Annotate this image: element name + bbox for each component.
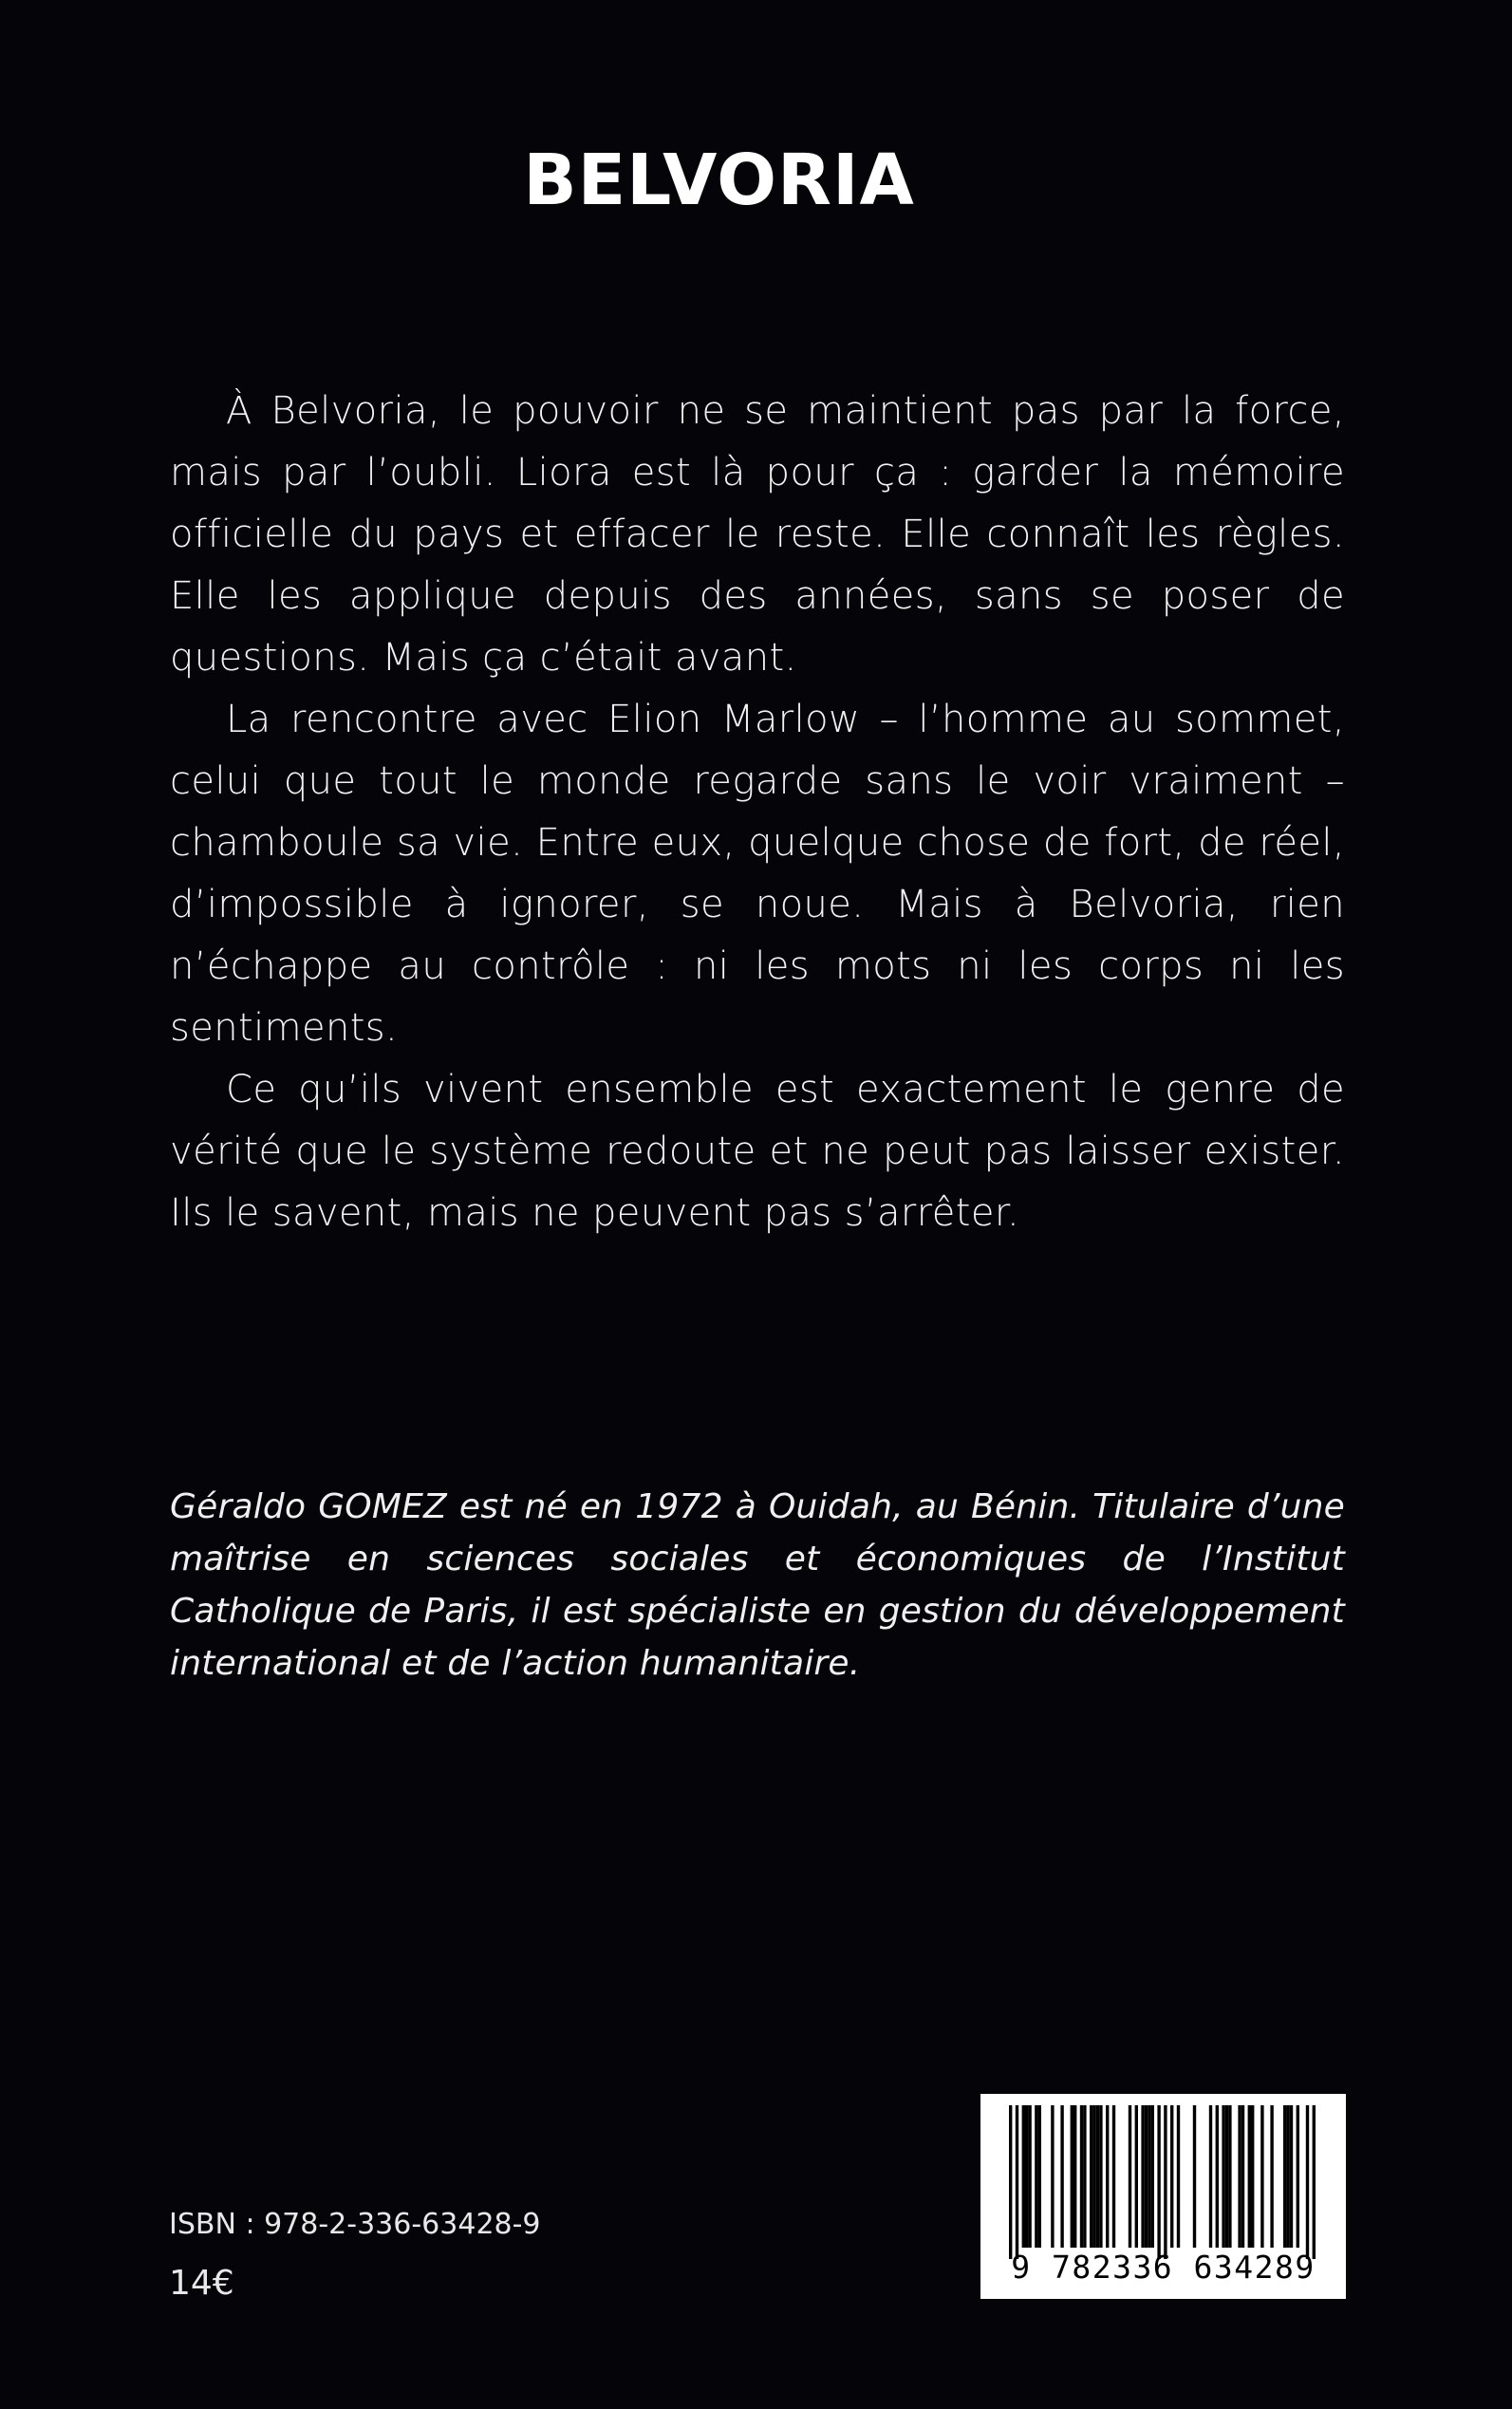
synopsis (170, 381, 1345, 1244)
barcode-bar (1164, 2105, 1167, 2259)
barcode-bar (1251, 2105, 1254, 2248)
author-name: Géraldo GOMEZ (170, 1487, 447, 1526)
barcode-bar (1141, 2105, 1144, 2248)
barcode-bar (1025, 2105, 1028, 2248)
barcode-bar (1092, 2105, 1095, 2248)
barcode-bar (1071, 2105, 1073, 2248)
barcode-bar (1248, 2105, 1251, 2248)
barcode (980, 2094, 1346, 2299)
barcode-bar (1073, 2105, 1076, 2248)
synopsis-paragraph-1: À Belvoria, le pouvoir ne se maintient pas par la force, mais par l’oubli. Liora est là pour ça : garder la mémoire officielle du pays et effacer le reste. Elle connaît les règles. Elle les applique depuis des années, sans se poser de questions. Mais ça c’était avant. (170, 389, 1345, 680)
barcode-bar (1060, 2105, 1063, 2248)
barcode-bar (1313, 2105, 1316, 2259)
barcode-bar (1209, 2105, 1212, 2248)
synopsis-paragraph-3: Ce qu’ils vivent ensemble est exactement le genre de vérité que le système redoute et ne peut pas laisser exister. Ils le savent, mais ne peuvent pas s’arrêter. (170, 1068, 1345, 1235)
book-title: BELVORIA (523, 140, 915, 221)
author-bio (170, 1481, 1345, 1690)
barcode-bar (1241, 2105, 1244, 2248)
barcode-digits: 9 782336 634289 (1011, 2249, 1316, 2286)
barcode-bar (1051, 2105, 1054, 2248)
barcode-bar (1080, 2105, 1083, 2248)
barcode-bar (1016, 2105, 1018, 2259)
barcode-bar (1157, 2105, 1160, 2259)
barcode-bar (1170, 2105, 1173, 2248)
barcode-bar (1151, 2105, 1154, 2248)
barcode-bar (1148, 2105, 1150, 2248)
barcode-bar (1090, 2105, 1092, 2248)
author-bio-text: est né en 1972 à Ouidah, au Bénin. Titulaire d’une maîtrise en sciences sociales et économiques de l’Institut Catholique de Paris, il est spécialiste en gestion du développement international et de l’action humanitaire. (170, 1487, 1346, 1683)
barcode-bar (1083, 2105, 1086, 2248)
barcode-bar (1112, 2105, 1115, 2248)
barcode-bar (1106, 2105, 1109, 2248)
barcode-bar (1038, 2105, 1041, 2248)
barcode-bar (1306, 2105, 1309, 2259)
barcode-bar (1035, 2105, 1037, 2248)
barcode-bar (1222, 2105, 1224, 2248)
barcode-bar (1193, 2105, 1196, 2248)
barcode-bar (1270, 2105, 1273, 2248)
barcode-bar (1177, 2105, 1180, 2248)
barcode-bar (1238, 2105, 1241, 2248)
barcode-bar (1297, 2105, 1299, 2248)
barcode-bar (1145, 2105, 1148, 2248)
barcode-bar (1099, 2105, 1102, 2248)
barcode-bar (1286, 2105, 1289, 2248)
price: 14€ (169, 2264, 234, 2303)
barcode-bar (1009, 2105, 1012, 2259)
barcode-bar (1022, 2105, 1025, 2248)
barcode-bar (1028, 2105, 1031, 2248)
barcode-bar (1228, 2105, 1231, 2248)
barcode-bar (1283, 2105, 1286, 2248)
synopsis-paragraph-2: La rencontre avec Elion Marlow – l’homme au sommet, celui que tout le monde regarde sans le voir vraiment – chamboule sa vie. Entre eux, quelque chose de fort, de réel, d’impossible à ignorer, se noue. Mais à Belvoria, rien n’échappe au contrôle : ni les mots ni les corps ni les sentiments. (170, 698, 1345, 1050)
barcode-bar (1096, 2105, 1099, 2248)
barcode-bar (1225, 2105, 1228, 2248)
barcode-bar (1290, 2105, 1293, 2248)
isbn: ISBN : 978-2-336-63428-9 (169, 2208, 541, 2241)
barcode-bar (1216, 2105, 1219, 2248)
barcode-bar (1135, 2105, 1138, 2248)
barcode-bar (1260, 2105, 1263, 2248)
barcode-bar (1129, 2105, 1131, 2248)
